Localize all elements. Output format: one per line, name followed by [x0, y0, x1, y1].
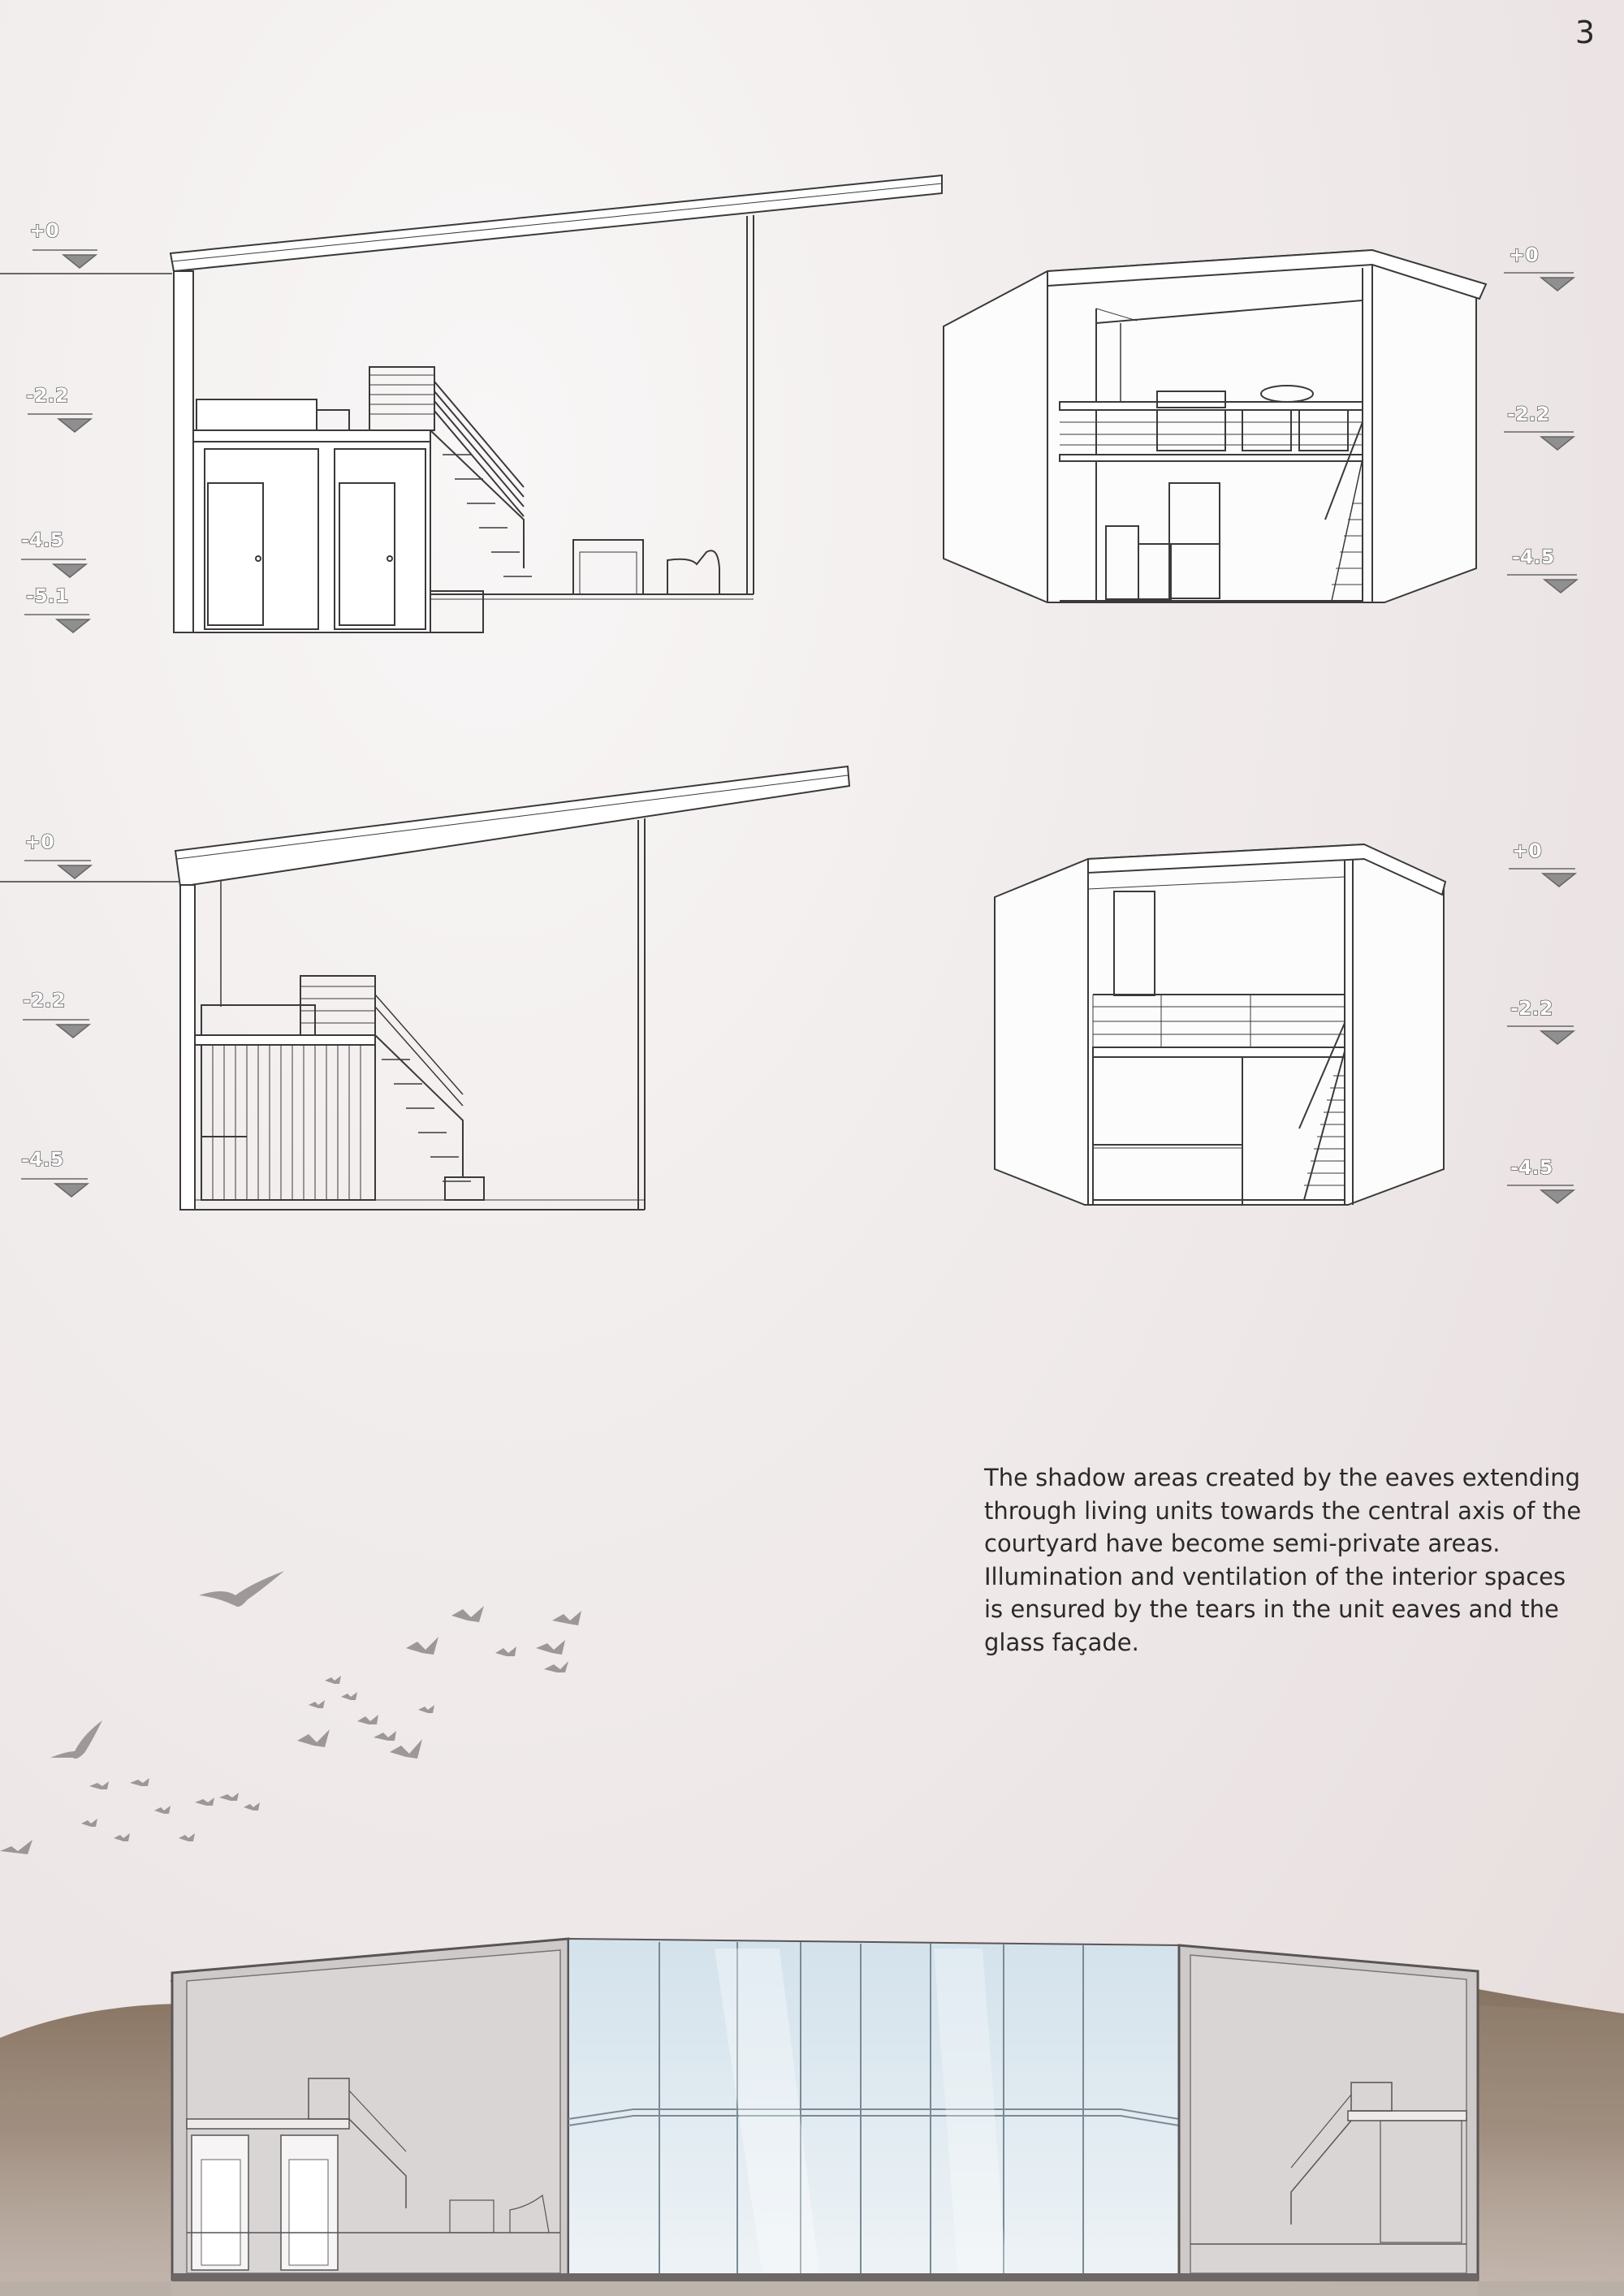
level-label: +0 [1509, 244, 1539, 266]
section-b-levels [1504, 244, 1577, 593]
project-description [984, 1461, 1585, 1659]
description-line: glass façade. [984, 1628, 1139, 1656]
description-line: The shadow areas created by the eaves extending [984, 1464, 1581, 1491]
birds-decoration [0, 1571, 581, 1854]
page-number: 3 [1574, 15, 1595, 50]
section-d-drawing [995, 844, 1445, 1205]
level-label: -4.5 [21, 529, 64, 551]
level-label: -5.1 [26, 585, 69, 607]
level-label: +0 [1512, 839, 1542, 862]
section-c-levels [21, 831, 91, 1197]
level-label: -4.5 [21, 1148, 64, 1171]
level-label: +0 [29, 219, 59, 242]
level-label: -2.2 [1510, 997, 1553, 1020]
level-label: -2.2 [1507, 403, 1550, 425]
description-line: is ensured by the tears in the unit eaves and the [984, 1595, 1559, 1623]
level-label: +0 [24, 831, 54, 853]
level-label: -4.5 [1510, 1156, 1553, 1179]
section-d-levels [1507, 839, 1575, 1203]
section-b-drawing [944, 250, 1486, 602]
description-line: courtyard have become semi-private areas. [984, 1530, 1501, 1557]
level-label: -4.5 [1512, 546, 1555, 568]
description-line: through living units towards the central axis of the [984, 1496, 1582, 1525]
section-a-drawing [0, 175, 942, 632]
level-label: -2.2 [26, 384, 69, 407]
courtyard-section [0, 1939, 1624, 2296]
level-label: -2.2 [23, 989, 66, 1012]
section-c-drawing [0, 766, 849, 1210]
section-a-levels [21, 219, 97, 632]
description-line: Illumination and ventilation of the interior spaces [984, 1562, 1566, 1590]
